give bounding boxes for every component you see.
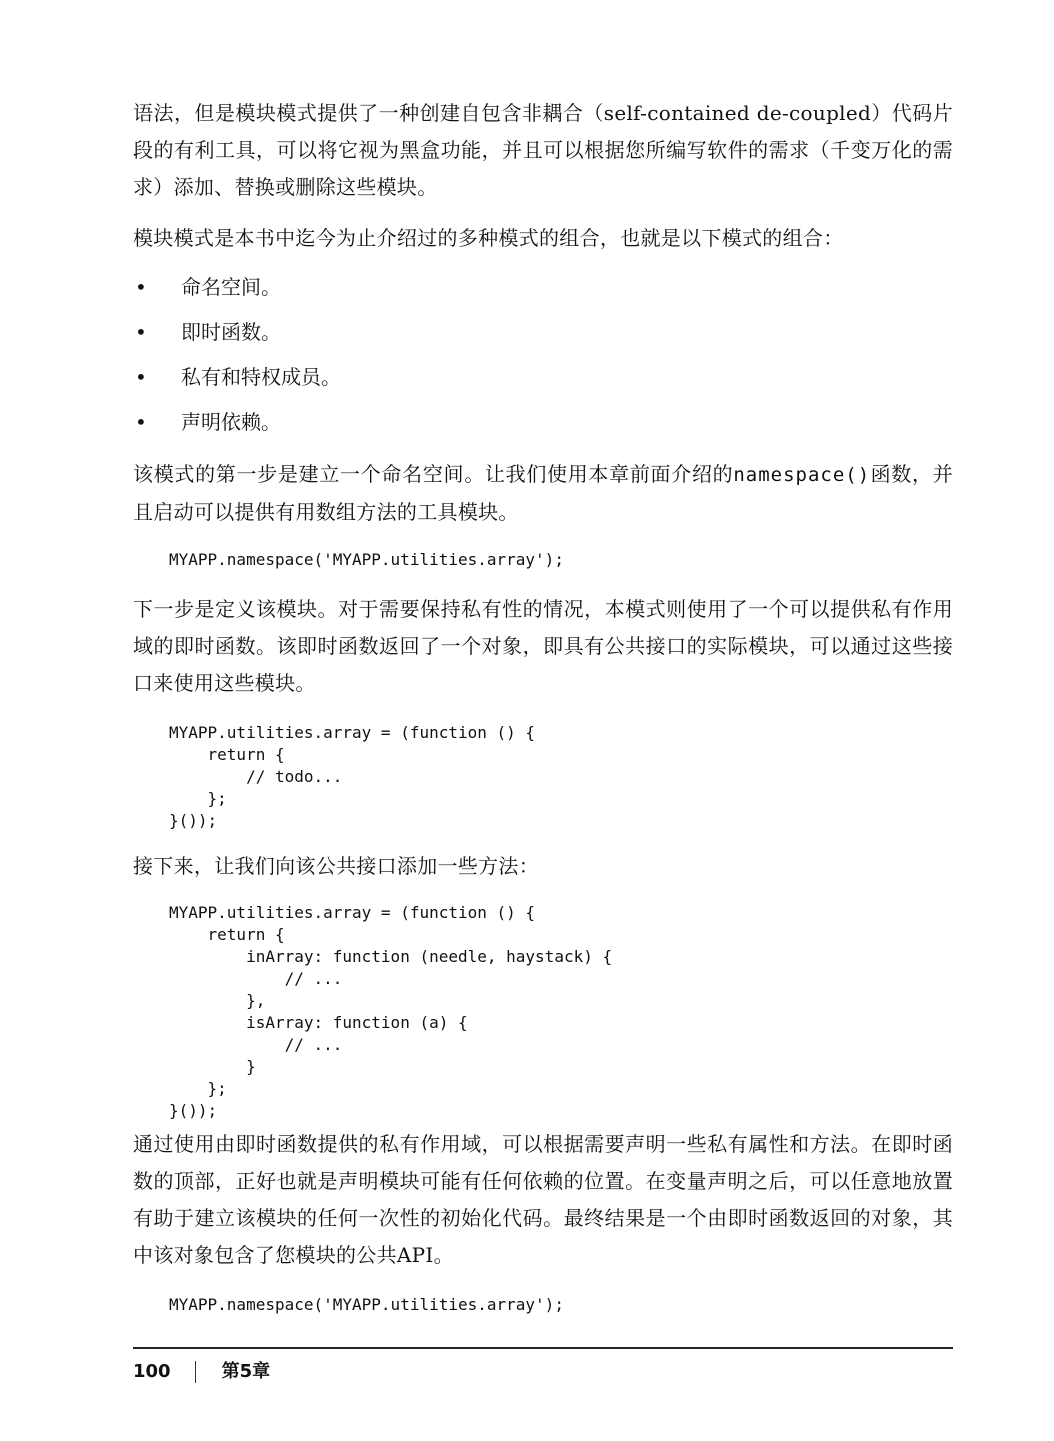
paragraph-namespace-step (133, 456, 953, 531)
paragraph-text: 函数，并且启动可以提供有用数组方法的工具模块。 (133, 462, 953, 524)
code-block-namespace: MYAPP.namespace('MYAPP.utilities.array'); (169, 550, 564, 569)
paragraph-module-combination: 模块模式是本书中迄今为止介绍过的多种模式的组合，也就是以下模式的组合： (133, 226, 844, 250)
paragraph-module-intro: 语法，但是模块模式提供了一种创建自包含非耦合（self-contained de-coupled）代码片段的有利工具，可以将它视为黑盒功能，并且可以根据您所编写软件的需求（千变万化的需求）添加、替换或删除这些模块。 (133, 101, 953, 199)
page-body (133, 95, 953, 1316)
paragraph-add-methods: 接下来，让我们向该公共接口添加一些方法： (133, 854, 539, 878)
code-block-namespace-repeat: MYAPP.namespace('MYAPP.utilities.array'); (169, 1295, 564, 1314)
bullet-icon: • (135, 275, 147, 299)
footer-separator (195, 1361, 196, 1383)
bullet-icon: • (135, 365, 147, 389)
list-item-label: 声明依赖。 (181, 410, 281, 434)
paragraph-private-scope: 通过使用由即时函数提供的私有作用域，可以根据需要声明一些私有属性和方法。在即时函数的顶部，正好也就是声明模块可能有任何依赖的位置。在变量声明之后，可以任意地放置有助于建立该模块的任何一次性的初始化代码。最终结果是一个由即时函数返回的对象，其中该对象包含了您模块的公共API。 (133, 1132, 953, 1267)
bullet-icon: • (135, 320, 147, 344)
bullet-icon: • (135, 410, 147, 434)
pattern-list (133, 275, 953, 434)
inline-code-namespace: namespace() (733, 464, 871, 486)
list-item (133, 365, 953, 389)
list-item-label: 命名空间。 (181, 275, 281, 299)
list-item (133, 410, 953, 434)
page-number: 100 (133, 1361, 171, 1382)
list-item (133, 320, 953, 344)
chapter-label: 第5章 (221, 1361, 271, 1382)
code-block-module-methods: MYAPP.utilities.array = (function () { return { inArray: function (needle, haystack) { // ... }, isArray: function (a) { // ... } }; }()); (169, 903, 613, 1120)
paragraph-define-module: 下一步是定义该模块。对于需要保持私有性的情况，本模式则使用了一个可以提供私有作用域的即时函数。该即时函数返回了一个对象，即具有公共接口的实际模块，可以通过这些接口来使用这些模块。 (133, 597, 953, 695)
code-block-module-skeleton: MYAPP.utilities.array = (function () { return { // todo... }; }()); (169, 723, 536, 830)
paragraph-text: 该模式的第一步是建立一个命名空间。让我们使用本章前面介绍的 (133, 462, 734, 486)
list-item (133, 275, 953, 299)
list-item-label: 私有和特权成员。 (181, 365, 341, 389)
page-footer (133, 1360, 270, 1384)
list-item-label: 即时函数。 (181, 320, 281, 344)
footer-divider (133, 1347, 953, 1349)
